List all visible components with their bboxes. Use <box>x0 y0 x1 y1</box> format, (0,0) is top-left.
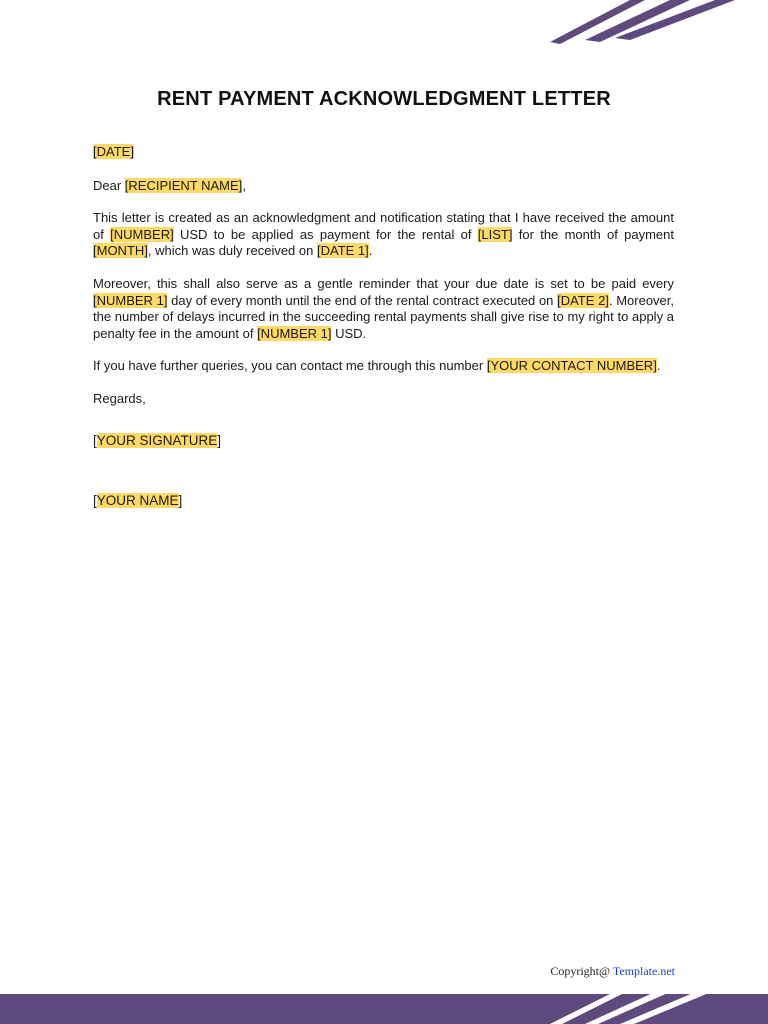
p2-text-2: day of every month until the end of the rental contract executed on <box>167 292 558 308</box>
number1-placeholder: [NUMBER 1] <box>93 292 168 308</box>
date1-placeholder: [DATE 1] <box>316 243 369 259</box>
p1-text-1: This letter is created as an acknowledgment and notification stating that I have received the amount of <box>93 210 674 242</box>
bottom-stripe-1 <box>550 994 622 1024</box>
signature-line <box>93 433 674 450</box>
letter-body <box>93 144 674 510</box>
p3-text-2: . <box>656 358 661 374</box>
date-placeholder: [DATE] <box>93 144 134 159</box>
date2-placeholder: [DATE 2] <box>557 292 609 308</box>
signature-placeholder: YOUR SIGNATURE <box>96 432 218 448</box>
salutation <box>93 178 674 195</box>
closing: Regards, <box>93 390 146 406</box>
p1-text-2: USD to be applied as payment for the rental of <box>173 226 478 242</box>
paragraph-acknowledgment <box>93 210 674 260</box>
recipient-placeholder: [RECIPIENT NAME] <box>124 177 243 193</box>
name-placeholder: YOUR NAME <box>96 493 179 509</box>
contact-placeholder: [YOUR CONTACT NUMBER] <box>486 358 657 374</box>
copyright-label: Copyright@ <box>550 964 613 978</box>
paragraph-contact <box>93 358 674 375</box>
bottom-stripe-2 <box>585 992 670 1024</box>
bottom-stripes-decoration <box>540 990 768 1024</box>
p1-text-3: for the month of payment <box>512 226 674 242</box>
signature-open-bracket: [ <box>93 432 97 448</box>
name-close-bracket: ] <box>178 493 183 509</box>
date-line <box>93 144 674 161</box>
paragraph-reminder <box>93 276 674 342</box>
salutation-suffix: , <box>242 177 246 193</box>
number-placeholder: [NUMBER] <box>110 226 174 242</box>
top-stripes-decoration <box>540 0 768 50</box>
page-title: RENT PAYMENT ACKNOWLEDGMENT LETTER <box>157 88 611 110</box>
copyright-notice <box>550 964 675 979</box>
signature-close-bracket: ] <box>217 432 222 448</box>
p2-text-4: USD. <box>331 325 367 341</box>
name-open-bracket: [ <box>93 493 97 509</box>
copyright-link[interactable]: Template.net <box>612 964 675 978</box>
salutation-prefix: Dear <box>93 177 125 193</box>
p3-text-1: If you have further queries, you can contact me through this number <box>93 358 487 374</box>
list-placeholder: [LIST] <box>477 226 513 242</box>
p2-text-3: . Moreover, the number of delays incurred in the succeeding rental payments shall give rise to my right to apply a penalty fee in the amount of <box>93 292 675 341</box>
number1b-placeholder: [NUMBER 1] <box>257 325 332 341</box>
month-placeholder: [MONTH] <box>93 243 148 259</box>
p1-text-4: , which was duly received on <box>147 243 317 259</box>
p2-text-1: Moreover, this shall also serve as a gentle reminder that your due date is set to be paid every <box>93 275 674 291</box>
p1-text-5: . <box>368 243 373 259</box>
name-line <box>93 493 674 510</box>
